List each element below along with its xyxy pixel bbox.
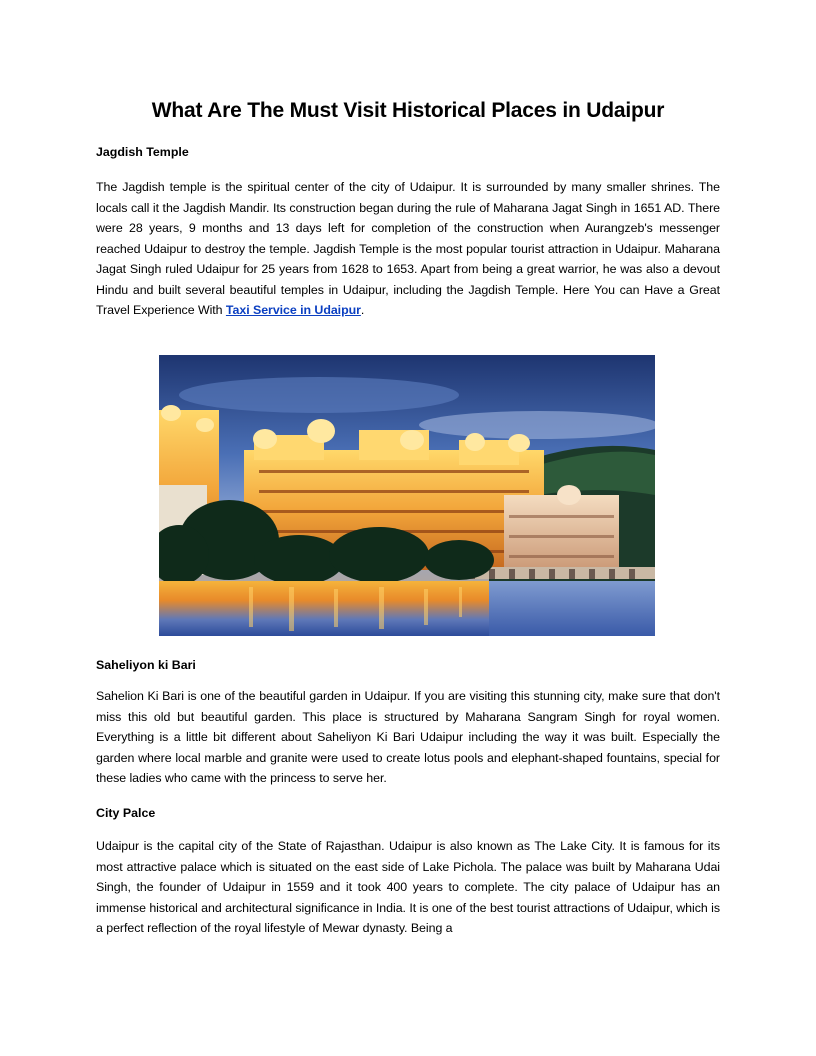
page-title: What Are The Must Visit Historical Places in Udaipur — [151, 99, 665, 122]
section-body-saheliyon-ki-bari: Sahelion Ki Bari is one of the beautiful garden in Udaipur. If you are visiting this stunning city, make sure that don't miss this old but beautiful garden. This place is structured by Maharana Sangram Singh for royal women. Everything is a little bit different about Saheliyon Ki Bari Udaipur including the way it was built. Especially the garden where local marble and granite were used to create lotus pools and elephant-shaped fountains, special for these ladies who came with the princess to serve her. — [96, 689, 720, 785]
section-body-city-palace: Udaipur is the capital city of the State of Rajasthan. Udaipur is also known as The Lake City. It is famous for its most attractive palace which is situated on the east side of Lake Pichola. The palace was built by Maharana Udai Singh, the founder of Udaipur in 1559 and it took 400 years to complete. The city palace of Udaipur has an immense historical and architectural significance in India. It is one of the best tourist attractions of Udaipur, which is a perfect reflection of the royal lifestyle of Mewar dynasty. Being a — [96, 839, 720, 935]
body-text-end: . — [360, 303, 365, 317]
section-heading-city-palace: City Palce — [96, 806, 156, 820]
taxi-service-link[interactable]: Taxi Service in Udaipur — [225, 303, 361, 317]
city-palace-photo — [159, 355, 655, 636]
section-heading-saheliyon-ki-bari: Saheliyon ki Bari — [96, 658, 196, 672]
body-text: The Jagdish temple is the spiritual center of the city of Udaipur. It is surrounded by many smaller shrines. The locals call it the Jagdish Mandir. Its construction began during the rule of Maharana Jagat Singh in 1651 AD. There were 28 years, 9 months and 13 days left for completion of the construction when Aurangzeb's messenger reached Udaipur to destroy the temple. Jagdish Temple is the most popular tourist attraction in Udaipur. Maharana Jagat Singh ruled Udaipur for 25 years from 1628 to 1653. Apart from being a great warrior, he was also a devout Hindu and built several beautiful temples in Udaipur, including the Jagdish Temple. Here You can Have a Great Travel Experience With — [96, 180, 720, 317]
section-body-jagdish-temple — [96, 177, 720, 321]
section-heading-jagdish-temple: Jagdish Temple — [96, 145, 189, 159]
